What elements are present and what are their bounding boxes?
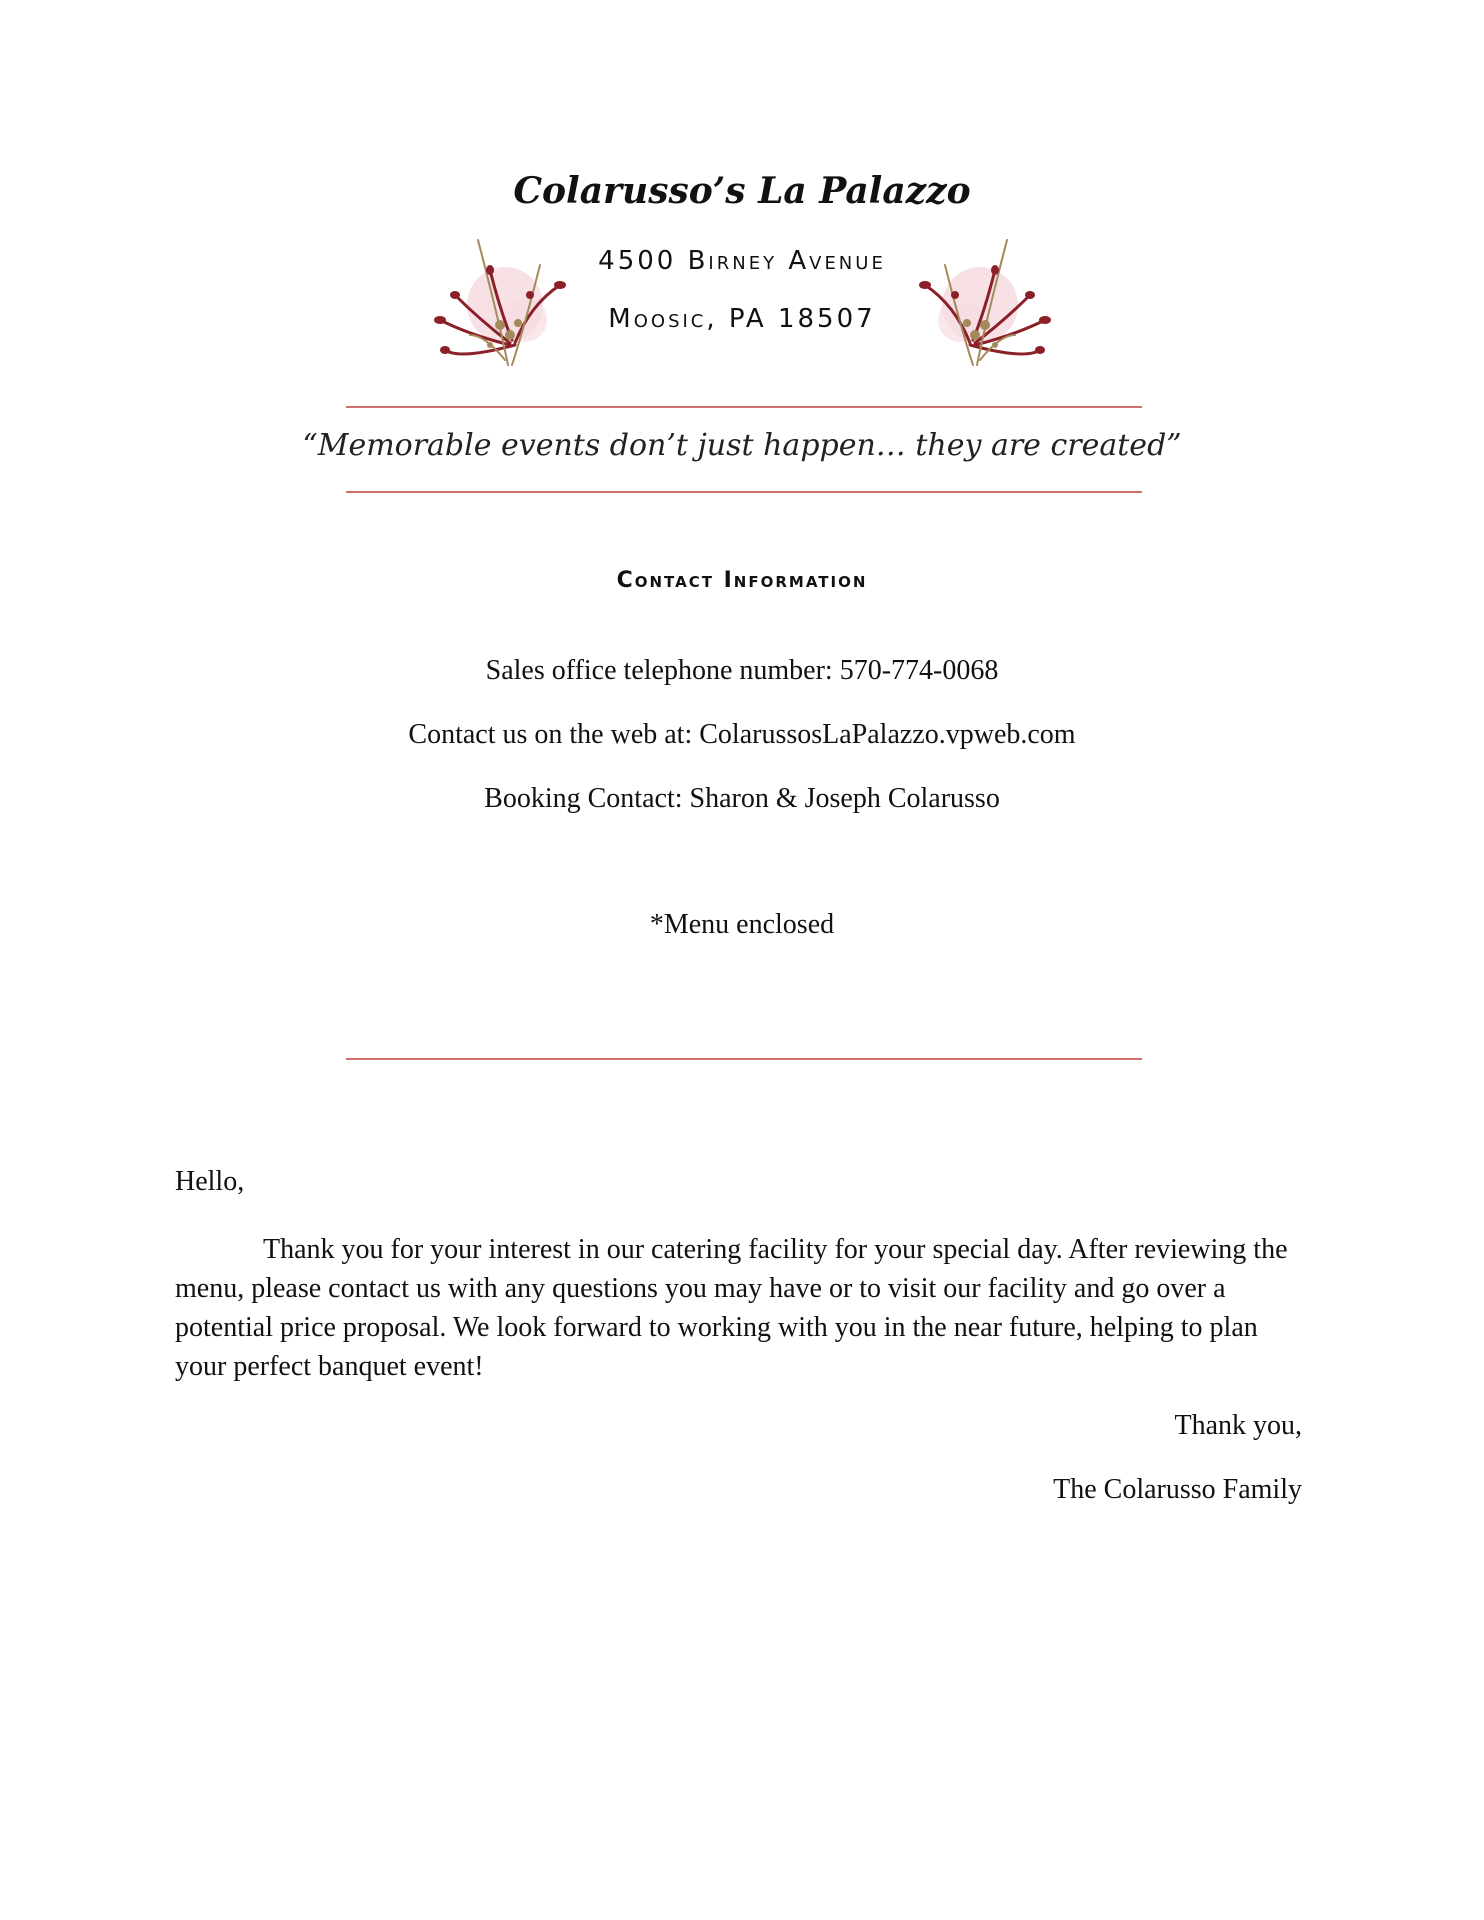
- address-line-street: 4500 Birney Avenue: [598, 246, 886, 276]
- divider-top: [346, 406, 1142, 408]
- letter-signature: The Colarusso Family: [1053, 1474, 1302, 1505]
- menu-note: *Menu enclosed: [649, 909, 835, 940]
- address-line-city: Moosic, PA 18507: [608, 304, 876, 334]
- letter-body: Thank you for your interest in our catering facility for your special day. After reviewing the menu, please contact us with any questions you may have or to visit our facility and go over a potential price proposal. We look forward to working with you in the near future, helping to plan your perfect banquet event!: [175, 1234, 1288, 1382]
- floral-right-icon: [905, 225, 1055, 375]
- letter-greeting: Hello,: [175, 1166, 245, 1197]
- contact-booking: Booking Contact: Sharon & Joseph Colarusso: [484, 783, 1000, 814]
- letter-closing: Thank you,: [1174, 1410, 1302, 1441]
- divider-tagline-bottom: [346, 491, 1142, 493]
- contact-phone: Sales office telephone number: 570-774-0068: [485, 655, 999, 686]
- contact-web: Contact us on the web at: ColarussosLaPalazzo.vpweb.com: [408, 719, 1076, 750]
- venue-title: Colarusso’s La Palazzo: [513, 170, 971, 212]
- tagline: “Memorable events don’t just happen… they are created”: [302, 428, 1182, 463]
- divider-contact-bottom: [346, 1058, 1142, 1060]
- contact-heading: Contact Information: [616, 568, 868, 593]
